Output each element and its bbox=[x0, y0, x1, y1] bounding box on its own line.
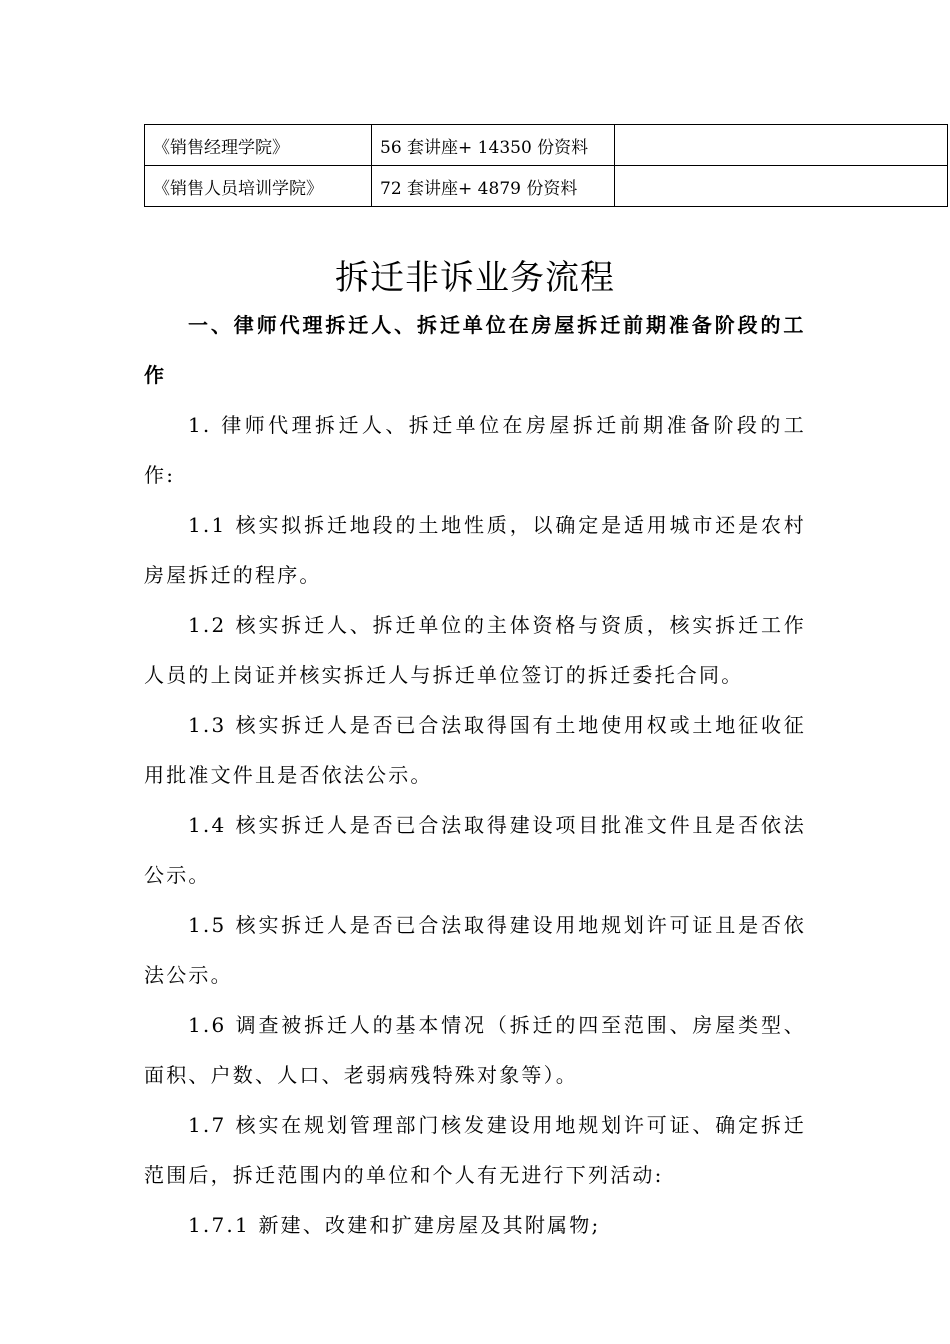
table-cell-content: 72 套讲座+ 4879 份资料 bbox=[372, 166, 615, 207]
table-cell-name: 《销售经理学院》 bbox=[145, 125, 372, 166]
paragraph: 1.6 调查被拆迁人的基本情况（拆迁的四至范围、房屋类型、面积、户数、人口、老弱病残特殊对象等）。 bbox=[144, 1013, 806, 1087]
paragraph: 1.7 核实在规划管理部门核发建设用地规划许可证、确定拆迁范围后，拆迁范围内的单位和个人有无进行下列活动: bbox=[144, 1113, 806, 1187]
table-cell-note bbox=[615, 125, 948, 166]
catalog-table bbox=[144, 124, 948, 207]
paragraph: 1.3 核实拆迁人是否已合法取得国有土地使用权或土地征收征用批准文件且是否依法公示。 bbox=[144, 713, 806, 787]
table-row bbox=[145, 166, 948, 207]
paragraph: 1.7.1 新建、改建和扩建房屋及其附属物; bbox=[188, 1213, 601, 1237]
paragraph: 1.5 核实拆迁人是否已合法取得建设用地规划许可证且是否依法公示。 bbox=[144, 913, 806, 987]
table-cell-content: 56 套讲座+ 14350 份资料 bbox=[372, 125, 615, 166]
paragraph: 1.2 核实拆迁人、拆迁单位的主体资格与资质，核实拆迁工作人员的上岗证并核实拆迁人与拆迁单位签订的拆迁委托合同。 bbox=[144, 613, 806, 687]
table-row bbox=[145, 125, 948, 166]
paragraph: 1. 律师代理拆迁人、拆迁单位在房屋拆迁前期准备阶段的工作: bbox=[144, 413, 806, 487]
table-cell-note bbox=[615, 166, 948, 207]
document-title: 拆迁非诉业务流程 bbox=[335, 258, 615, 298]
paragraph: 1.4 核实拆迁人是否已合法取得建设项目批准文件且是否依法公示。 bbox=[144, 813, 806, 887]
document-body bbox=[144, 300, 806, 1250]
paragraph: 1.1 核实拟拆迁地段的土地性质，以确定是适用城市还是农村房屋拆迁的程序。 bbox=[144, 513, 806, 587]
section-heading: 一、律师代理拆迁人、拆迁单位在房屋拆迁前期准备阶段的工作 bbox=[144, 313, 806, 387]
table-cell-name: 《销售人员培训学院》 bbox=[145, 166, 372, 207]
